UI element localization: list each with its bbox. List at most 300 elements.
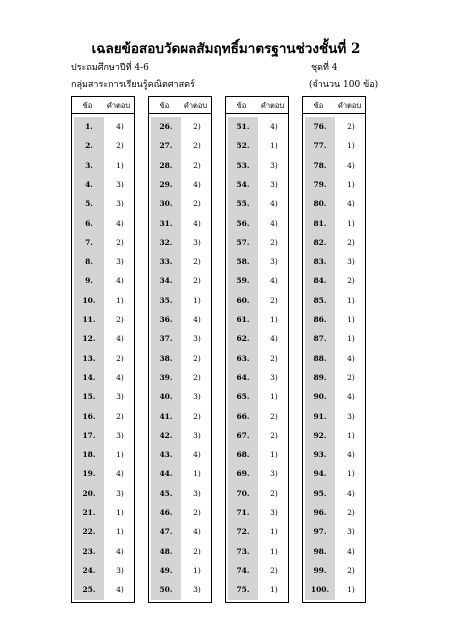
question-number: 85. xyxy=(313,295,327,305)
table-row xyxy=(72,504,134,523)
answer-value: 4) xyxy=(193,315,201,324)
question-number: 24. xyxy=(82,565,96,575)
answer-value: 1) xyxy=(347,295,355,305)
answer-value: 1) xyxy=(347,141,355,151)
table-row xyxy=(226,581,288,600)
question-number: 49. xyxy=(159,565,173,575)
question-number: 21. xyxy=(82,508,96,517)
answer-value: 3) xyxy=(347,411,355,421)
table-row xyxy=(226,292,288,311)
table-row xyxy=(303,157,365,176)
table-row xyxy=(226,137,288,156)
question-number: 91. xyxy=(313,411,327,421)
question-number: 54. xyxy=(236,179,250,189)
answer-value: 2) xyxy=(116,411,124,421)
answer-value: 3) xyxy=(116,179,124,189)
question-number: 64. xyxy=(236,372,250,382)
table-row xyxy=(226,176,288,195)
answer-value: 4) xyxy=(347,353,355,363)
question-header: ข้อ xyxy=(159,101,170,110)
question-number: 44. xyxy=(159,469,173,479)
table-row xyxy=(303,581,365,600)
answer-value: 2) xyxy=(193,411,201,421)
table-row xyxy=(72,272,134,291)
answer-key-table xyxy=(71,96,366,603)
answer-value: 2) xyxy=(193,122,201,131)
answer-value: 4) xyxy=(270,122,278,131)
question-number: 39. xyxy=(159,372,173,382)
question-header: ข้อ xyxy=(236,101,247,110)
question-number: 68. xyxy=(236,450,250,460)
question-number: 95. xyxy=(313,488,327,498)
answer-value: 4) xyxy=(347,488,355,498)
table-row xyxy=(303,485,365,504)
table-row xyxy=(303,253,365,272)
question-number: 11. xyxy=(82,315,96,324)
question-number: 40. xyxy=(159,392,173,402)
table-row xyxy=(149,311,211,330)
answer-value: 1) xyxy=(193,469,201,479)
table-row xyxy=(303,427,365,446)
question-number: 50. xyxy=(159,585,173,595)
answer-value: 4) xyxy=(270,276,278,286)
answer-value: 3) xyxy=(116,488,124,498)
answer-value: 3) xyxy=(270,372,278,382)
table-row xyxy=(226,485,288,504)
question-number: 100. xyxy=(310,585,330,595)
table-row xyxy=(149,330,211,349)
answer-value: 1) xyxy=(270,546,278,556)
answer-value: 2) xyxy=(270,353,278,363)
table-row xyxy=(226,543,288,562)
question-number: 5. xyxy=(85,199,93,209)
answer-value: 1) xyxy=(270,585,278,595)
answer-header: คำตอบ xyxy=(106,101,131,110)
question-header: ข้อ xyxy=(82,101,93,110)
table-row xyxy=(226,504,288,523)
question-number: 20. xyxy=(82,488,96,498)
question-number: 65. xyxy=(236,392,250,402)
table-row xyxy=(149,157,211,176)
answer-value: 1) xyxy=(270,392,278,402)
answer-block xyxy=(302,96,366,603)
table-row xyxy=(226,562,288,581)
answer-value: 1) xyxy=(270,527,278,537)
question-number: 71. xyxy=(236,508,250,517)
question-number: 67. xyxy=(236,430,250,440)
table-row xyxy=(226,330,288,349)
question-number: 96. xyxy=(313,508,327,517)
answer-value: 4) xyxy=(193,450,201,460)
answer-value: 4) xyxy=(116,372,124,382)
question-number: 97. xyxy=(313,527,327,537)
table-row xyxy=(149,543,211,562)
answer-value: 3) xyxy=(193,237,201,247)
answer-value: 3) xyxy=(116,392,124,402)
table-row xyxy=(72,195,134,214)
answer-value: 2) xyxy=(193,160,201,170)
question-number: 18. xyxy=(82,450,96,460)
table-row xyxy=(226,388,288,407)
table-row xyxy=(303,504,365,523)
answer-value: 1) xyxy=(347,469,355,479)
table-row xyxy=(72,543,134,562)
answer-value: 4) xyxy=(116,334,124,344)
question-number: 89. xyxy=(313,372,327,382)
table-row xyxy=(149,465,211,484)
question-number: 19. xyxy=(82,469,96,479)
question-number: 78. xyxy=(313,160,327,170)
table-row xyxy=(149,523,211,542)
answer-value: 2) xyxy=(347,565,355,575)
question-number: 29. xyxy=(159,179,173,189)
table-row xyxy=(303,369,365,388)
table-row xyxy=(303,523,365,542)
answer-block xyxy=(71,96,135,603)
question-number: 53. xyxy=(236,160,250,170)
answer-value: 2) xyxy=(347,122,355,131)
table-row xyxy=(72,234,134,253)
question-number: 98. xyxy=(313,546,327,556)
answer-value: 4) xyxy=(270,334,278,344)
question-number: 7. xyxy=(85,237,93,247)
table-row xyxy=(72,118,134,137)
table-row xyxy=(226,215,288,234)
table-row xyxy=(149,253,211,272)
table-row xyxy=(72,427,134,446)
answer-value: 2) xyxy=(347,237,355,247)
question-number: 77. xyxy=(313,141,327,151)
question-number: 84. xyxy=(313,276,327,286)
answer-value: 3) xyxy=(270,179,278,189)
table-row xyxy=(303,272,365,291)
question-number: 17. xyxy=(82,430,96,440)
table-row xyxy=(149,562,211,581)
table-row xyxy=(226,253,288,272)
table-row xyxy=(226,427,288,446)
table-row xyxy=(72,408,134,427)
answer-value: 4) xyxy=(347,160,355,170)
question-number: 16. xyxy=(82,411,96,421)
answer-value: 1) xyxy=(347,430,355,440)
question-number: 80. xyxy=(313,199,327,209)
answer-value: 4) xyxy=(347,450,355,460)
table-row xyxy=(303,234,365,253)
answer-value: 1) xyxy=(270,315,278,324)
answer-value: 4) xyxy=(270,199,278,209)
answer-value: 4) xyxy=(193,218,201,228)
answer-value: 4) xyxy=(116,585,124,595)
table-row xyxy=(72,369,134,388)
answer-header: คำตอบ xyxy=(337,101,362,110)
answer-value: 2) xyxy=(270,488,278,498)
question-number: 23. xyxy=(82,546,96,556)
table-row xyxy=(149,195,211,214)
question-number: 99. xyxy=(313,565,327,575)
answer-value: 2) xyxy=(347,276,355,286)
question-number: 81. xyxy=(313,218,327,228)
answer-value: 2) xyxy=(270,411,278,421)
question-number: 6. xyxy=(85,218,93,228)
question-number: 42. xyxy=(159,430,173,440)
question-number: 61. xyxy=(236,315,250,324)
table-row xyxy=(303,137,365,156)
question-number: 9. xyxy=(85,276,93,286)
table-row xyxy=(149,388,211,407)
question-number: 15. xyxy=(82,392,96,402)
answer-value: 1) xyxy=(347,334,355,344)
table-row xyxy=(72,350,134,369)
table-row xyxy=(303,292,365,311)
table-row xyxy=(303,465,365,484)
answer-value: 1) xyxy=(347,315,355,324)
table-row xyxy=(303,543,365,562)
question-number: 1. xyxy=(85,122,93,131)
table-row xyxy=(226,369,288,388)
question-number: 33. xyxy=(159,257,173,267)
answer-value: 1) xyxy=(347,179,355,189)
question-number: 25. xyxy=(82,585,96,595)
answer-value: 2) xyxy=(347,508,355,517)
answer-value: 3) xyxy=(193,585,201,595)
table-row xyxy=(149,581,211,600)
table-row xyxy=(303,215,365,234)
question-number: 57. xyxy=(236,237,250,247)
table-row xyxy=(226,446,288,465)
answer-value: 3) xyxy=(116,257,124,267)
subject-name: กลุ่มสาระการเรียนรู้คณิตศาสตร์ xyxy=(71,80,195,90)
table-row xyxy=(226,118,288,137)
question-number: 70. xyxy=(236,488,250,498)
table-row xyxy=(303,118,365,137)
table-row xyxy=(72,292,134,311)
question-number: 3. xyxy=(85,160,93,170)
table-row xyxy=(226,465,288,484)
set-number: ชุดที่ 4 xyxy=(311,63,338,73)
table-row xyxy=(226,157,288,176)
answer-value: 3) xyxy=(116,430,124,440)
answer-block xyxy=(148,96,212,603)
answer-value: 4) xyxy=(193,179,201,189)
answer-value: 1) xyxy=(270,141,278,151)
answer-value: 2) xyxy=(270,430,278,440)
column-header xyxy=(226,97,288,114)
question-number: 14. xyxy=(82,372,96,382)
answer-value: 3) xyxy=(193,392,201,402)
table-row xyxy=(149,137,211,156)
answer-value: 4) xyxy=(347,392,355,402)
table-row xyxy=(72,446,134,465)
page-title: เฉลยข้อสอบวัดผลสัมฤทธิ์มาตรฐานช่วงชั้นที่ 2 xyxy=(91,41,361,57)
table-row xyxy=(303,388,365,407)
table-row xyxy=(303,446,365,465)
question-number: 82. xyxy=(313,237,327,247)
question-number: 58. xyxy=(236,257,250,267)
question-number: 27. xyxy=(159,141,173,151)
answer-value: 4) xyxy=(347,199,355,209)
table-row xyxy=(72,215,134,234)
answer-value: 2) xyxy=(193,372,201,382)
question-number: 90. xyxy=(313,392,327,402)
answer-value: 3) xyxy=(347,527,355,537)
question-number: 30. xyxy=(159,199,173,209)
column-header xyxy=(149,97,211,114)
question-number: 47. xyxy=(159,527,173,537)
table-row xyxy=(149,118,211,137)
question-number: 88. xyxy=(313,353,327,363)
question-number: 62. xyxy=(236,334,250,344)
table-row xyxy=(303,311,365,330)
table-row xyxy=(72,253,134,272)
answer-value: 2) xyxy=(193,508,201,517)
question-number: 52. xyxy=(236,141,250,151)
table-row xyxy=(226,523,288,542)
answer-value: 1) xyxy=(116,295,124,305)
question-number: 8. xyxy=(85,257,93,267)
question-number: 60. xyxy=(236,295,250,305)
answer-value: 2) xyxy=(193,257,201,267)
table-row xyxy=(72,311,134,330)
answer-value: 3) xyxy=(270,508,278,517)
answer-value: 3) xyxy=(193,430,201,440)
question-number: 48. xyxy=(159,546,173,556)
table-row xyxy=(226,311,288,330)
table-row xyxy=(226,350,288,369)
answer-value: 3) xyxy=(116,565,124,575)
table-row xyxy=(149,176,211,195)
question-number: 26. xyxy=(159,122,173,131)
question-number: 93. xyxy=(313,450,327,460)
table-row xyxy=(72,485,134,504)
answer-value: 2) xyxy=(347,372,355,382)
question-number: 59. xyxy=(236,276,250,286)
table-row xyxy=(226,272,288,291)
table-row xyxy=(72,388,134,407)
table-row xyxy=(303,330,365,349)
question-number: 87. xyxy=(313,334,327,344)
question-number: 4. xyxy=(85,179,93,189)
answer-value: 4) xyxy=(116,122,124,131)
question-number: 74. xyxy=(236,565,250,575)
answer-value: 3) xyxy=(270,257,278,267)
question-number: 79. xyxy=(313,179,327,189)
question-number: 35. xyxy=(159,295,173,305)
answer-value: 3) xyxy=(347,257,355,267)
question-number: 72. xyxy=(236,527,250,537)
table-row xyxy=(226,195,288,214)
answer-value: 1) xyxy=(116,450,124,460)
question-number: 76. xyxy=(313,122,327,131)
answer-value: 1) xyxy=(193,295,201,305)
answer-value: 2) xyxy=(116,315,124,324)
question-number: 22. xyxy=(82,527,96,537)
table-row xyxy=(149,504,211,523)
question-number: 43. xyxy=(159,450,173,460)
table-row xyxy=(149,485,211,504)
table-row xyxy=(72,157,134,176)
answer-value: 1) xyxy=(116,160,124,170)
table-row xyxy=(149,427,211,446)
question-number: 36. xyxy=(159,315,173,324)
answer-value: 2) xyxy=(193,276,201,286)
answer-value: 3) xyxy=(193,488,201,498)
answer-value: 4) xyxy=(116,546,124,556)
question-number: 38. xyxy=(159,353,173,363)
table-row xyxy=(72,523,134,542)
answer-value: 3) xyxy=(193,334,201,344)
table-row xyxy=(72,176,134,195)
question-number: 34. xyxy=(159,276,173,286)
answer-value: 2) xyxy=(116,141,124,151)
answer-value: 1) xyxy=(116,527,124,537)
answer-value: 1) xyxy=(116,508,124,517)
question-number: 55. xyxy=(236,199,250,209)
question-number: 28. xyxy=(159,160,173,170)
table-row xyxy=(226,408,288,427)
question-number: 31. xyxy=(159,218,173,228)
question-number: 10. xyxy=(82,295,96,305)
question-number: 13. xyxy=(82,353,96,363)
table-row xyxy=(72,137,134,156)
question-number: 37. xyxy=(159,334,173,344)
answer-value: 1) xyxy=(270,450,278,460)
question-number: 69. xyxy=(236,469,250,479)
answer-value: 4) xyxy=(270,218,278,228)
table-row xyxy=(149,272,211,291)
table-row xyxy=(149,350,211,369)
column-header xyxy=(303,97,365,114)
answer-value: 1) xyxy=(347,585,355,595)
table-row xyxy=(149,234,211,253)
table-row xyxy=(303,562,365,581)
question-number: 46. xyxy=(159,508,173,517)
table-row xyxy=(149,369,211,388)
question-number: 66. xyxy=(236,411,250,421)
table-row xyxy=(149,446,211,465)
answer-header: คำตอบ xyxy=(183,101,208,110)
question-number: 32. xyxy=(159,237,173,247)
answer-value: 4) xyxy=(116,276,124,286)
question-number: 2. xyxy=(85,141,93,151)
question-number: 73. xyxy=(236,546,250,556)
question-number: 45. xyxy=(159,488,173,498)
answer-value: 2) xyxy=(116,237,124,247)
question-number: 12. xyxy=(82,334,96,344)
answer-block xyxy=(225,96,289,603)
question-number: 63. xyxy=(236,353,250,363)
answer-value: 2) xyxy=(193,546,201,556)
answer-value: 3) xyxy=(270,160,278,170)
question-number: 41. xyxy=(159,411,173,421)
table-row xyxy=(72,465,134,484)
answer-value: 3) xyxy=(270,469,278,479)
question-number: 75. xyxy=(236,585,250,595)
answer-value: 4) xyxy=(116,469,124,479)
table-row xyxy=(149,215,211,234)
grade-level: ประถมศึกษาปีที่ 4-6 xyxy=(71,63,149,73)
table-row xyxy=(226,234,288,253)
question-number: 94. xyxy=(313,469,327,479)
column-header xyxy=(72,97,134,114)
answer-value: 3) xyxy=(116,199,124,209)
answer-value: 2) xyxy=(193,353,201,363)
answer-value: 2) xyxy=(193,141,201,151)
table-row xyxy=(303,195,365,214)
question-number: 51. xyxy=(236,122,250,131)
answer-value: 1) xyxy=(193,565,201,575)
answer-value: 2) xyxy=(270,565,278,575)
table-row xyxy=(303,176,365,195)
